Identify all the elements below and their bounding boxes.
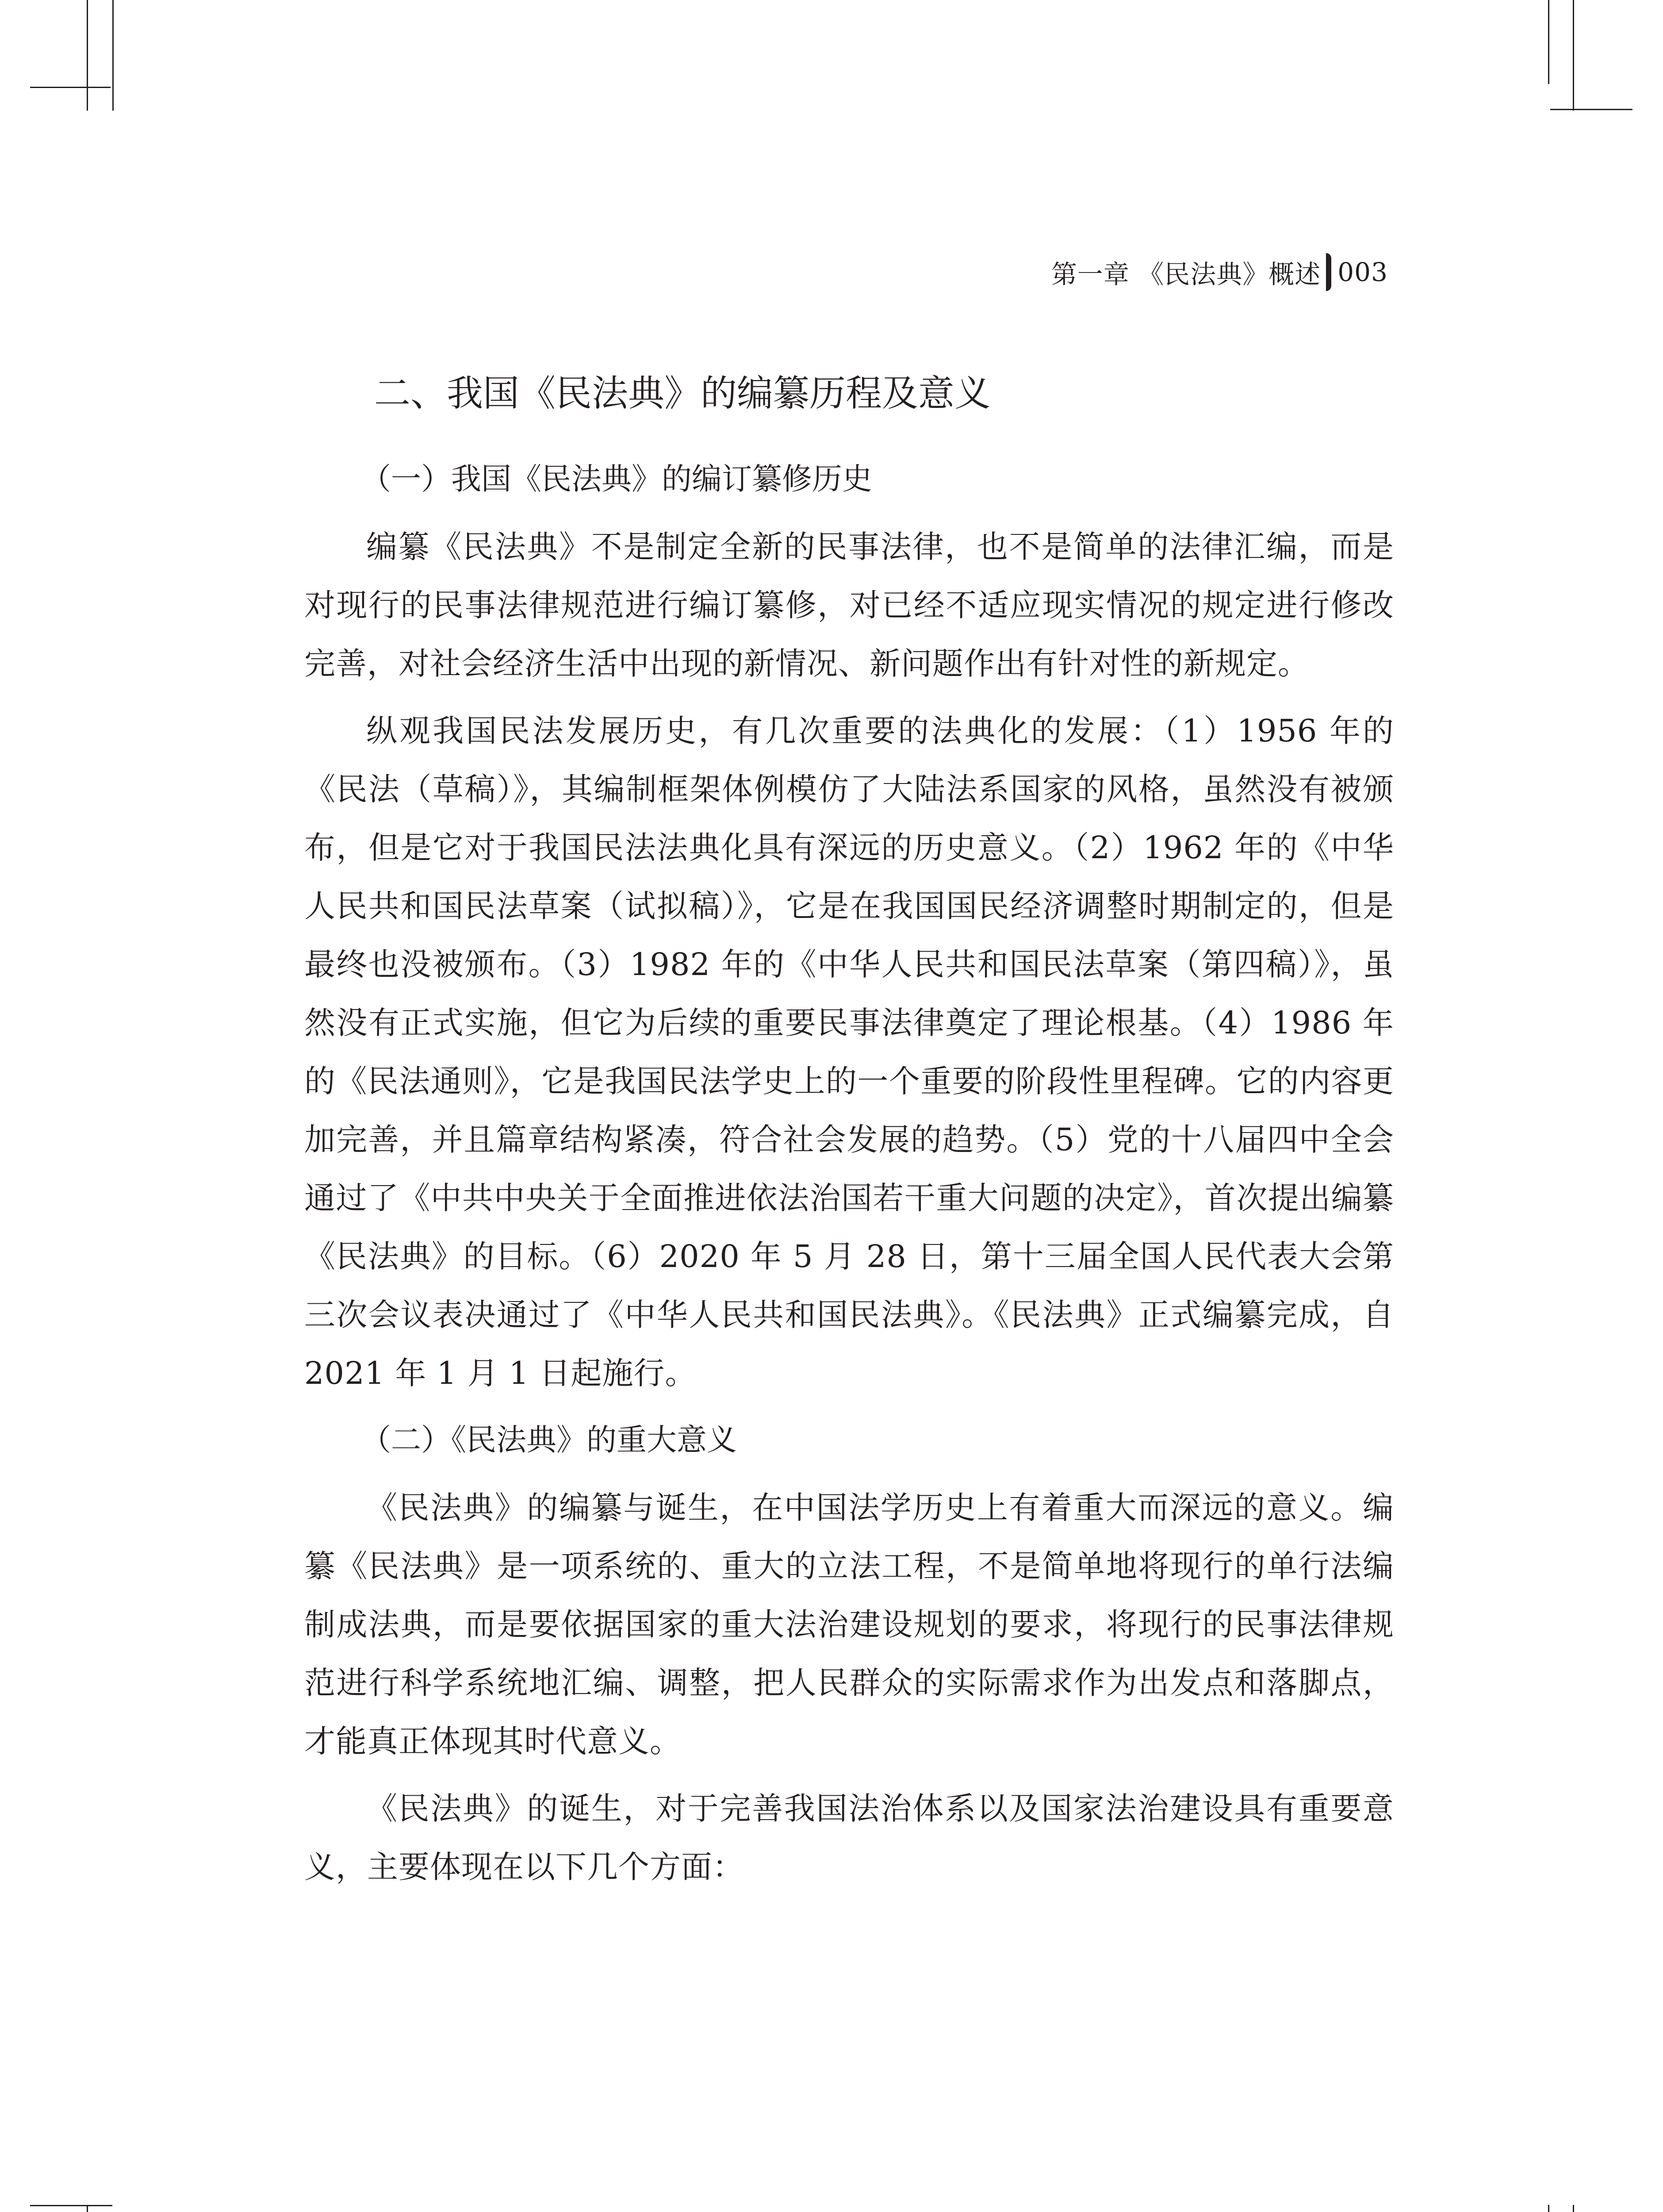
crop-mark-bottom-right-vertical-outer xyxy=(1548,2205,1549,2212)
running-header xyxy=(1051,248,1388,296)
crop-mark-top-right-horizontal xyxy=(1550,109,1632,110)
chapter-title: 第一章 《民法典》概述 xyxy=(1051,259,1321,289)
paragraph-significance-aspects: 《民法典》的诞生，对于完善我国法治体系以及国家法治建设具有重要意义，主要体现在以下几个方面： xyxy=(304,1790,1394,1885)
crop-mark-top-right-vertical-inner xyxy=(1573,0,1574,111)
crop-mark-bottom-left-vertical-outer xyxy=(87,2205,88,2212)
subsection-title-significance: （二）《民法典》的重大意义 xyxy=(361,1423,737,1458)
subsection-title-history: （一）我国《民法典》的编订纂修历史 xyxy=(361,462,873,497)
paragraph-history-intro: 编纂《民法典》不是制定全新的民事法律，也不是简单的法律汇编，而是对现行的民事法律规范进行编订纂修，对已经不适应现实情况的规定进行修改完善，对社会经济生活中出现的新情况、新问题作出有针对性的新规定。 xyxy=(304,529,1394,682)
header-divider-mark xyxy=(1326,253,1331,291)
section-title: 二、我国《民法典》的编纂历程及意义 xyxy=(374,373,991,415)
crop-mark-top-left-horizontal xyxy=(30,87,111,88)
crop-mark-bottom-left-horizontal xyxy=(30,2205,112,2206)
crop-mark-top-right-vertical-outer xyxy=(1548,0,1549,84)
paragraph-significance-intro: 《民法典》的编纂与诞生，在中国法学历史上有着重大而深远的意义。编纂《民法典》是一项系统的、重大的立法工程，不是简单地将现行的单行法编制成法典，而是要依据国家的重大法治建设规划的要求，将现行的民事法律规范进行科学系统地汇编、调整，把人民群众的实际需求作为出发点和落脚点，才能真正体现其时代意义。 xyxy=(304,1490,1394,1759)
crop-mark-top-left-vertical-outer xyxy=(87,0,88,111)
crop-mark-top-left-vertical-inner xyxy=(112,0,114,111)
crop-mark-bottom-right-vertical-inner xyxy=(1573,2205,1574,2212)
paragraph-history-milestones: 纵观我国民法发展历史，有几次重要的法典化的发展：（1）1956 年的《民法（草稿）》，其编制框架体例模仿了大陆法系国家的风格，虽然没有被颁布，但是它对于我国民法法典化具有深远的历史意义。（2）1962 年的《中华人民共和国民法草案（试拟稿）》，它是在我国国民经济调整时期制定的，但是最终也没被颁布。（3）1982 年的《中华人民共和国民法草案（第四稿）》，虽然没有正式实施，但它为后续的重要民事法律奠定了理论根基。（4）1986 年的《民法通则》，它是我国民法学史上的一个重要的阶段性里程碑。它的内容更加完善，并且篇章结构紧凑，符合社会发展的趋势。（5）党的十八届四中全会通过了《中共中央关于全面推进依法治国若干重大问题的决定》，首次提出编纂《民法典》的目标。（6）2020 年 5 月 28 日，第十三届全国人民代表大会第三次会议表决通过了《中华人民共和国民法典》。《民法典》正式编纂完成，自 2021 年 1 月 1 日起施行。 xyxy=(304,713,1394,1391)
page-number: 003 xyxy=(1337,257,1388,287)
page-body xyxy=(304,354,1394,1905)
